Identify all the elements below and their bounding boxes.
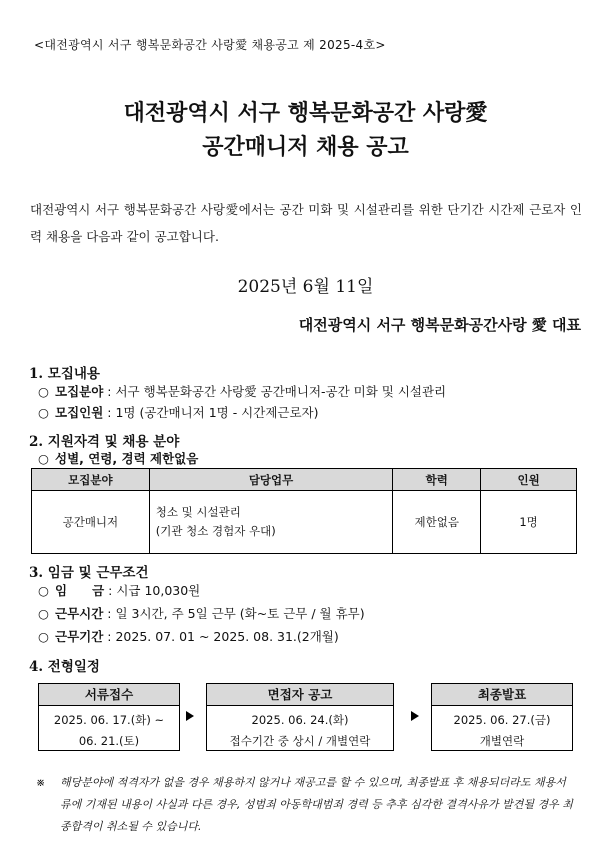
step-title: 서류접수 [39, 684, 179, 706]
page-title-line1: 대전광역시 서구 행복문화공간 사랑愛 [123, 100, 488, 126]
cell-count: 1명 [481, 491, 577, 554]
duty-line2: (기관 청소 경험자 우대) [155, 524, 276, 538]
bullet-icon: ○ [38, 384, 49, 399]
intro-paragraph: 대전광역시 서구 행복문화공간 사랑愛에서는 공간 미화 및 시설관리를 위한 단기간 시간제 근로자 인력 채용을 다음과 같이 공고합니다. [30, 202, 582, 244]
step-title: 최종발표 [432, 684, 572, 706]
footnote-text: 해당분야에 적격자가 없을 경우 채용하지 않거나 재공고를 할 수 있으며, 최종발표 후 채용되더라도 채용서류에 기재된 내용이 사실과 다른 경우, 성범죄 아동학대범죄 경력 등 추후 심각한 결격사유가 발견될 경우 최종합격이 취소될 수 있습니다. [60, 776, 573, 833]
item-value: : 2025. 07. 01 ~ 2025. 08. 31.(2개월) [103, 629, 339, 644]
section1-item [38, 403, 319, 421]
notice-number: <대전광역시 서구 행복문화공간 사랑愛 채용공고 제 2025-4호> [34, 38, 386, 52]
arrow-right-icon [186, 711, 194, 721]
step-line1: 2025. 06. 24.(화) [251, 713, 349, 727]
bullet-icon: ○ [38, 405, 49, 420]
item-label: 임 금 [55, 583, 105, 598]
step-line1: 2025. 06. 27.(금) [453, 713, 551, 727]
section3-item [38, 627, 339, 645]
step-line2: 개별연락 [479, 734, 525, 748]
bullet-icon: ○ [38, 451, 49, 466]
item-value: : 시급 10,030원 [104, 583, 201, 598]
cell-duty [149, 491, 393, 554]
item-label: 모집분야 [55, 384, 104, 399]
footnote [36, 772, 576, 838]
section1-item [38, 382, 446, 400]
schedule-step-interview [206, 683, 394, 751]
step-title: 면접자 공고 [207, 684, 393, 706]
section2-item [38, 449, 198, 467]
table-header: 인원 [481, 469, 577, 491]
section3-item [38, 604, 365, 622]
table-header: 학력 [393, 469, 481, 491]
table-header-row [32, 469, 577, 491]
announcement-date: 2025년 6월 11일 [237, 277, 374, 297]
table-header: 모집분야 [32, 469, 150, 491]
item-label: 근무기간 [55, 629, 104, 644]
table-row [32, 491, 577, 554]
item-label: 모집인원 [55, 405, 104, 420]
signature: 대전광역시 서구 행복문화공간사랑 愛 대표 [298, 316, 581, 334]
table-header: 담당업무 [149, 469, 393, 491]
cell-field: 공간매니저 [32, 491, 150, 554]
item-label: 근무시간 [55, 606, 104, 621]
section3-heading: 3. 임금 및 근무조건 [29, 565, 149, 581]
item-value: : 1명 (공간매니저 1명 - 시간제근로자) [103, 405, 319, 420]
cell-education: 제한없음 [393, 491, 481, 554]
page-title-line2: 공간매니저 채용 공고 [202, 134, 409, 160]
schedule-step-document [38, 683, 180, 751]
arrow-right-icon [411, 711, 419, 721]
section4-heading: 4. 전형일정 [29, 659, 100, 675]
bullet-icon: ○ [38, 583, 49, 598]
item-value: : 서구 행복문화공간 사랑愛 공간매니저-공간 미화 및 시설관리 [103, 384, 447, 399]
step-line1: 2025. 06. 17.(화) ~ [53, 713, 165, 727]
section1-heading: 1. 모집내용 [29, 366, 100, 382]
footnote-mark: ※ [36, 776, 46, 789]
item-value: : 일 3시간, 주 5일 근무 (화~토 근무 / 월 휴무) [103, 606, 365, 621]
section2-heading: 2. 지원자격 및 채용 분야 [29, 434, 180, 450]
bullet-icon: ○ [38, 629, 49, 644]
duty-line1: 청소 및 시설관리 [155, 505, 241, 519]
recruitment-table [31, 468, 577, 554]
step-line2: 06. 21.(토) [78, 734, 140, 748]
item-label: 성별, 연령, 경력 제한없음 [55, 451, 199, 466]
bullet-icon: ○ [38, 606, 49, 621]
section3-item [38, 581, 200, 599]
step-line2: 접수기간 중 상시 / 개별연락 [229, 734, 371, 748]
schedule-step-final [431, 683, 573, 751]
